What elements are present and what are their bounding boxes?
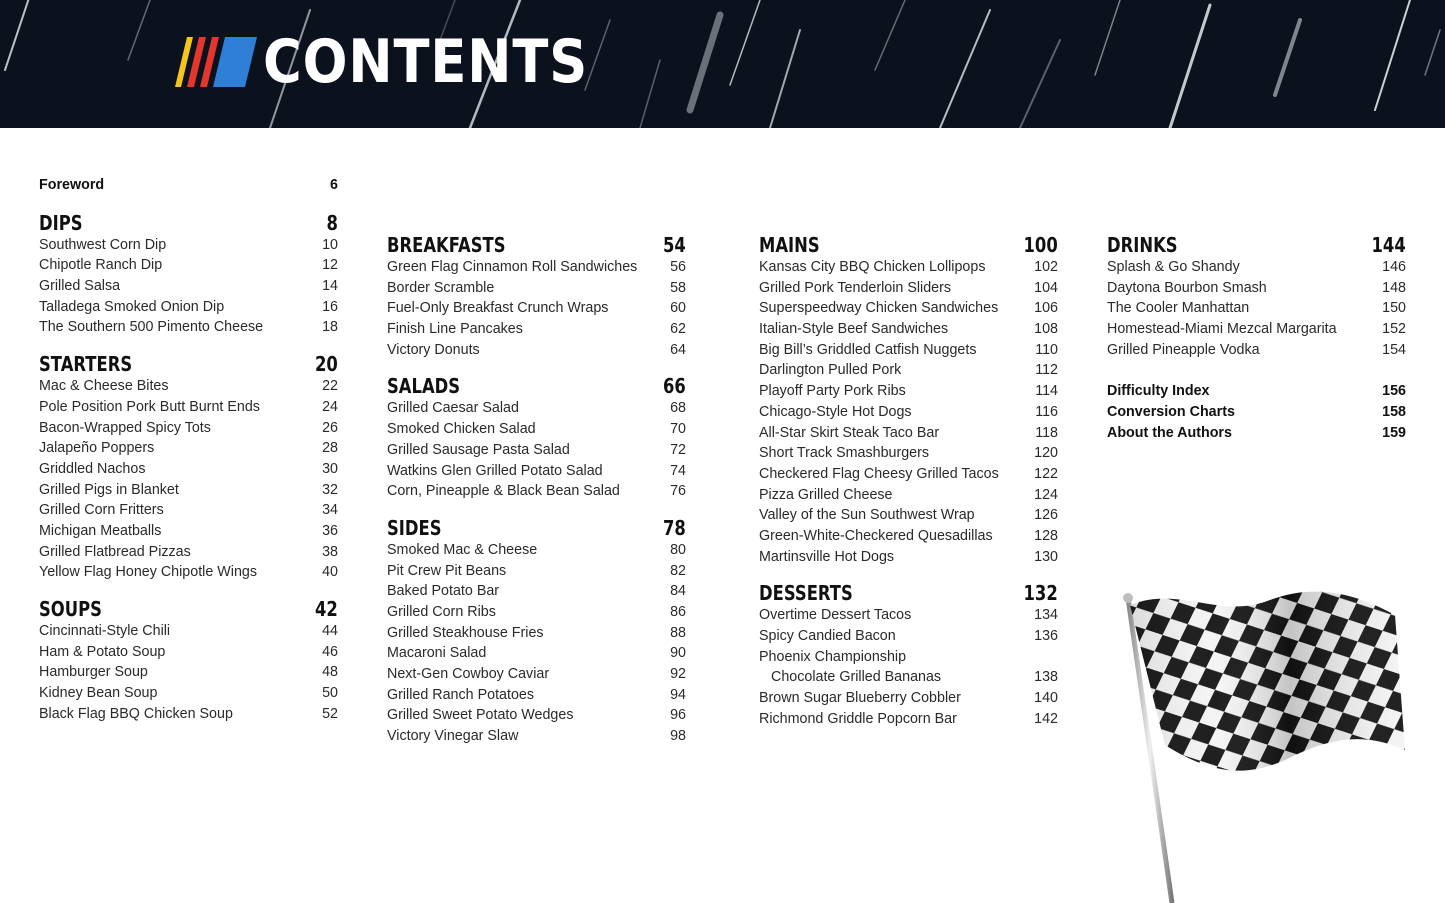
entry-title: Michigan Meatballs <box>39 522 162 539</box>
entry-page: 12 <box>322 257 338 274</box>
entry-title: Victory Vinegar Slaw <box>387 728 519 745</box>
entry-title: Macaroni Salad <box>387 645 487 662</box>
entry-title: Hamburger Soup <box>39 664 148 681</box>
back-matter-list <box>1107 381 1406 443</box>
entry-page: 148 <box>1382 279 1406 296</box>
entry-title: Watkins Glen Grilled Potato Salad <box>387 462 603 479</box>
page-title: CONTENTS <box>263 27 589 97</box>
entry-page: 84 <box>670 583 686 600</box>
entry-title: Richmond Griddle Popcorn Bar <box>759 710 957 727</box>
toc-entry[interactable] <box>39 562 338 583</box>
entry-title: Grilled Pork Tenderloin Sliders <box>759 279 952 296</box>
toc-entry[interactable] <box>759 402 1058 423</box>
entry-page: 32 <box>322 481 338 498</box>
entry-page: 158 <box>1382 404 1406 421</box>
toc-entry[interactable] <box>39 621 338 642</box>
entry-page: 150 <box>1382 300 1406 317</box>
toc-entry-foreword[interactable] <box>39 175 338 196</box>
entry-title: Green-White-Checkered Quesadillas <box>759 527 993 544</box>
section-heading-desserts[interactable] <box>759 581 1058 605</box>
section-title: MAINS <box>759 233 820 257</box>
entry-page: 86 <box>670 603 686 620</box>
toc-entry-conversion-charts[interactable] <box>1107 402 1406 423</box>
toc-section-starters <box>39 352 338 583</box>
toc-entry[interactable] <box>759 709 1058 730</box>
toc-entry[interactable] <box>39 521 338 542</box>
toc-entry[interactable] <box>387 643 686 664</box>
entry-title: The Southern 500 Pimento Cheese <box>39 319 264 336</box>
entry-title: Daytona Bourbon Smash <box>1107 279 1267 296</box>
entry-title: Kansas City BBQ Chicken Lollipops <box>759 259 986 275</box>
entry-page: 16 <box>322 298 338 315</box>
entry-page: 40 <box>322 564 338 581</box>
entry-page: 70 <box>670 421 686 438</box>
section-heading-salads[interactable] <box>387 374 686 398</box>
entry-page: 140 <box>1034 690 1058 707</box>
section-heading-mains[interactable] <box>759 233 1058 257</box>
entry-page: 72 <box>670 441 686 458</box>
entry-title: Griddled Nachos <box>39 460 146 477</box>
entry-title: Chocolate Grilled Bananas <box>771 669 942 686</box>
toc-entry[interactable] <box>39 418 338 439</box>
entry-title: Valley of the Sun Southwest Wrap <box>759 507 975 524</box>
entry-title: Kidney Bean Soup <box>39 685 158 702</box>
entry-title: All-Star Skirt Steak Taco Bar <box>759 424 940 441</box>
section-title: SOUPS <box>39 597 102 621</box>
entry-title: Cincinnati-Style Chili <box>39 623 171 639</box>
entry-title: Yellow Flag Honey Chipotle Wings <box>39 564 258 581</box>
entry-title: Grilled Ranch Potatoes <box>387 686 535 703</box>
entry-page: 28 <box>322 440 338 457</box>
entry-page: 134 <box>1034 607 1058 624</box>
entry-page: 50 <box>322 685 338 702</box>
entry-title: Grilled Pigs in Blanket <box>39 481 179 498</box>
entry-page: 156 <box>1382 383 1406 400</box>
entry-title: Pit Crew Pit Beans <box>387 562 507 579</box>
section-page: 54 <box>663 233 686 257</box>
entry-page: 126 <box>1034 507 1058 524</box>
entry-title: Grilled Flatbread Pizzas <box>39 543 191 560</box>
entry-title: Grilled Sausage Pasta Salad <box>387 441 570 458</box>
entry-page: 114 <box>1035 383 1058 400</box>
entry-page: 6 <box>330 177 338 193</box>
toc-entry[interactable] <box>759 298 1058 319</box>
entry-page: 58 <box>670 279 686 296</box>
toc-entry[interactable] <box>39 376 338 397</box>
toc-entry[interactable] <box>759 319 1058 340</box>
entry-title: Talladega Smoked Onion Dip <box>39 298 225 315</box>
entry-title: Overtime Dessert Tacos <box>759 607 912 624</box>
toc-section-soups <box>39 597 338 724</box>
section-title: DESSERTS <box>759 581 853 606</box>
toc-entry[interactable] <box>387 319 686 340</box>
section-heading-drinks[interactable] <box>1107 233 1406 257</box>
entry-title: Foreword <box>39 177 105 193</box>
entry-title: Smoked Mac & Cheese <box>387 541 538 558</box>
entry-title: Green Flag Cinnamon Roll Sandwiches <box>387 259 638 275</box>
entry-page: 18 <box>322 319 338 336</box>
entry-title: Bacon-Wrapped Spicy Tots <box>39 419 211 436</box>
entry-title: Southwest Corn Dip <box>39 236 167 253</box>
entry-page: 96 <box>670 707 686 724</box>
entry-title: Grilled Sweet Potato Wedges <box>387 707 574 724</box>
entry-title: Border Scramble <box>387 279 495 296</box>
entry-page: 98 <box>670 728 686 745</box>
toc-entry-about-the-authors[interactable] <box>1107 423 1406 444</box>
toc-entry[interactable] <box>387 461 686 482</box>
toc-entry[interactable] <box>759 464 1058 485</box>
entry-page: 108 <box>1034 321 1058 338</box>
section-page: 20 <box>315 352 338 377</box>
entry-page: 112 <box>1035 362 1058 379</box>
entry-title: Grilled Steakhouse Fries <box>387 624 544 641</box>
entry-title: Grilled Salsa <box>39 278 121 295</box>
blue-stripe <box>213 37 257 87</box>
toc-entry[interactable] <box>759 667 1058 688</box>
entry-title: Pole Position Pork Butt Burnt Ends <box>39 398 260 415</box>
entry-title: Spicy Candied Bacon <box>759 628 896 644</box>
entry-title: Grilled Corn Fritters <box>39 502 164 519</box>
toc-entry[interactable] <box>759 278 1058 299</box>
toc-section-salads <box>387 374 686 501</box>
entry-title: Grilled Corn Ribs <box>387 603 496 620</box>
toc-entry[interactable] <box>39 297 338 318</box>
toc-entry[interactable] <box>387 481 686 502</box>
entry-title: Corn, Pineapple & Black Bean Salad <box>387 483 620 500</box>
toc-entry[interactable] <box>39 235 338 256</box>
entry-page: 152 <box>1382 321 1406 338</box>
toc-entry[interactable] <box>1107 340 1406 361</box>
header-banner <box>0 0 1445 128</box>
entry-page: 124 <box>1034 486 1058 503</box>
toc-entry[interactable] <box>387 419 686 440</box>
toc-entry[interactable] <box>387 705 686 726</box>
entry-page: 14 <box>322 278 338 295</box>
entry-page: 62 <box>670 321 686 338</box>
entry-title: Italian-Style Beef Sandwiches <box>759 321 949 338</box>
toc-entry[interactable] <box>387 726 686 747</box>
entry-page: 38 <box>322 543 338 560</box>
toc-entry-difficulty-index[interactable] <box>1107 381 1406 402</box>
entry-page: 142 <box>1034 710 1058 727</box>
entry-title: Playoff Party Pork Ribs <box>759 383 906 400</box>
section-title: BREAKFASTS <box>387 233 506 257</box>
section-page: 42 <box>315 597 338 621</box>
toc-entry[interactable] <box>39 438 338 459</box>
entry-page: 120 <box>1034 445 1058 462</box>
entry-page: 136 <box>1034 628 1058 644</box>
toc-entry[interactable] <box>759 505 1058 526</box>
entry-title: Pizza Grilled Cheese <box>759 486 893 503</box>
toc-section-drinks <box>1107 233 1406 360</box>
entry-page: 92 <box>670 666 686 682</box>
entry-title: About the Authors <box>1107 424 1232 441</box>
entry-title: Victory Donuts <box>387 341 480 358</box>
entry-title: Grilled Pineapple Vodka <box>1107 341 1260 358</box>
section-title: SIDES <box>387 515 442 540</box>
toc-entry[interactable] <box>759 360 1058 381</box>
entry-title: Splash & Go Shandy <box>1107 259 1240 275</box>
entry-page: 130 <box>1034 548 1058 565</box>
toc-entry[interactable] <box>39 542 338 563</box>
toc-column-4 <box>1107 233 1406 444</box>
entry-page: 68 <box>670 400 686 417</box>
toc-entry[interactable] <box>759 443 1058 464</box>
section-page: 66 <box>663 374 686 399</box>
section-heading-soups[interactable] <box>39 597 338 621</box>
toc-entry[interactable] <box>387 298 686 319</box>
section-page: 100 <box>1023 233 1058 257</box>
entry-title: Superspeedway Chicken Sandwiches <box>759 300 999 317</box>
entry-title: Next-Gen Cowboy Caviar <box>387 666 550 682</box>
section-page: 8 <box>326 210 338 235</box>
entry-page: 30 <box>322 460 338 477</box>
toc-section-breakfasts <box>387 233 686 360</box>
brand-stripes-logo <box>175 37 257 87</box>
entry-title: Darlington Pulled Pork <box>759 362 902 379</box>
section-title: SALADS <box>387 374 461 399</box>
entry-title: The Cooler Manhattan <box>1107 300 1250 317</box>
toc-entry[interactable] <box>387 257 686 278</box>
entry-title: Short Track Smashburgers <box>759 445 930 462</box>
section-page: 78 <box>663 515 686 540</box>
section-page: 144 <box>1371 233 1406 257</box>
toc-entry[interactable] <box>39 459 338 480</box>
entry-page: 102 <box>1034 259 1058 275</box>
toc-entry[interactable] <box>387 685 686 706</box>
entry-title: Big Bill’s Griddled Catfish Nuggets <box>759 341 977 358</box>
entry-title: Ham & Potato Soup <box>39 643 166 660</box>
entry-page: 24 <box>322 398 338 415</box>
entry-title: Black Flag BBQ Chicken Soup <box>39 705 233 722</box>
entry-title: Chicago-Style Hot Dogs <box>759 403 912 420</box>
entry-page: 122 <box>1034 465 1058 482</box>
toc-entry[interactable] <box>39 397 338 418</box>
section-heading-breakfasts[interactable] <box>387 233 686 257</box>
checkered-flag-illustration <box>1110 580 1410 903</box>
entry-page: 154 <box>1382 341 1406 358</box>
toc-entry[interactable] <box>387 602 686 623</box>
toc-entry[interactable] <box>387 540 686 561</box>
toc-entry[interactable] <box>759 423 1058 444</box>
section-page: 132 <box>1023 581 1058 606</box>
entry-page: 82 <box>670 562 686 579</box>
entry-page: 10 <box>322 236 338 253</box>
entry-title: Phoenix Championship <box>759 648 907 665</box>
toc-entry[interactable] <box>759 257 1058 278</box>
toc-entry[interactable] <box>387 561 686 582</box>
entry-title: Brown Sugar Blueberry Cobbler <box>759 690 961 707</box>
toc-entry[interactable] <box>39 317 338 338</box>
section-heading-sides[interactable] <box>387 516 686 540</box>
toc-entry[interactable] <box>39 642 338 663</box>
toc-entry[interactable] <box>1107 257 1406 278</box>
entry-title: Conversion Charts <box>1107 404 1235 421</box>
entry-page: 52 <box>322 705 338 722</box>
toc-entry[interactable] <box>387 340 686 361</box>
entry-title: Difficulty Index <box>1107 383 1210 400</box>
toc-entry[interactable] <box>759 381 1058 402</box>
entry-title: Jalapeño Poppers <box>39 440 155 457</box>
toc-column-1 <box>39 175 338 724</box>
entry-page: 118 <box>1035 424 1058 441</box>
entry-page: 104 <box>1034 279 1058 296</box>
entry-page: 34 <box>322 502 338 519</box>
entry-title: Grilled Caesar Salad <box>387 400 519 417</box>
toc-entry[interactable] <box>387 440 686 461</box>
toc-column-2 <box>387 233 686 747</box>
toc-entry[interactable] <box>759 526 1058 547</box>
flag-pole-cap <box>1123 593 1133 603</box>
toc-entry[interactable] <box>759 340 1058 361</box>
toc-entry[interactable] <box>39 704 338 725</box>
toc-entry[interactable] <box>387 398 686 419</box>
toc-entry[interactable] <box>1107 278 1406 299</box>
toc-column-3 <box>759 233 1058 729</box>
entry-page: 26 <box>322 419 338 436</box>
entry-page: 56 <box>670 259 686 275</box>
entry-page: 106 <box>1034 300 1058 317</box>
toc-entry[interactable] <box>1107 319 1406 340</box>
entry-page: 159 <box>1382 424 1406 441</box>
entry-page: 76 <box>670 483 686 500</box>
entry-title: Finish Line Pancakes <box>387 321 523 338</box>
entry-page: 128 <box>1034 527 1058 544</box>
toc-entry[interactable] <box>39 276 338 297</box>
entry-page: 138 <box>1034 669 1058 686</box>
entry-title: Mac & Cheese Bites <box>39 378 169 395</box>
section-title: STARTERS <box>39 352 133 377</box>
entry-page: 48 <box>322 664 338 681</box>
entry-title: Baked Potato Bar <box>387 583 500 600</box>
toc-entry[interactable] <box>759 647 1058 668</box>
entry-page: 64 <box>670 341 686 358</box>
entry-title: Chipotle Ranch Dip <box>39 257 163 274</box>
entry-page: 46 <box>322 643 338 660</box>
entry-page: 146 <box>1382 259 1406 275</box>
section-title: DRINKS <box>1107 233 1178 257</box>
toc-entry[interactable] <box>39 683 338 704</box>
toc-section-dips <box>39 211 338 338</box>
entry-title: Homestead-Miami Mezcal Margarita <box>1107 321 1337 338</box>
entry-page: 36 <box>322 522 338 539</box>
toc-entry[interactable] <box>39 500 338 521</box>
toc-entry[interactable] <box>759 626 1058 647</box>
toc-section-desserts <box>759 581 1058 729</box>
section-title: DIPS <box>39 210 83 235</box>
entry-page: 22 <box>322 378 338 395</box>
entry-page: 74 <box>670 462 686 479</box>
section-heading-starters[interactable] <box>39 352 338 376</box>
toc-entry[interactable] <box>759 605 1058 626</box>
toc-entry[interactable] <box>387 664 686 685</box>
entry-title: Checkered Flag Cheesy Grilled Tacos <box>759 465 999 482</box>
toc-entry[interactable] <box>1107 298 1406 319</box>
toc-entry[interactable] <box>759 547 1058 568</box>
entry-page: 90 <box>670 645 686 662</box>
toc-section-mains <box>759 233 1058 567</box>
entry-page: 44 <box>322 623 338 639</box>
entry-page: 116 <box>1035 403 1058 420</box>
toc-entry[interactable] <box>387 623 686 644</box>
toc-entry[interactable] <box>39 255 338 276</box>
entry-page: 80 <box>670 541 686 558</box>
toc-section-sides <box>387 516 686 747</box>
toc-entry[interactable] <box>39 662 338 683</box>
toc-entry[interactable] <box>39 480 338 501</box>
section-heading-dips[interactable] <box>39 211 338 235</box>
entry-page: 94 <box>670 686 686 703</box>
toc-entry[interactable] <box>387 278 686 299</box>
toc-entry[interactable] <box>759 688 1058 709</box>
entry-title: Martinsville Hot Dogs <box>759 548 895 565</box>
entry-title: Fuel-Only Breakfast Crunch Wraps <box>387 300 609 317</box>
entry-title: Smoked Chicken Salad <box>387 421 536 438</box>
toc-entry[interactable] <box>759 485 1058 506</box>
entry-page: 88 <box>670 624 686 641</box>
entry-page: 110 <box>1035 341 1058 358</box>
entry-page: 60 <box>670 300 686 317</box>
toc-entry[interactable] <box>387 581 686 602</box>
